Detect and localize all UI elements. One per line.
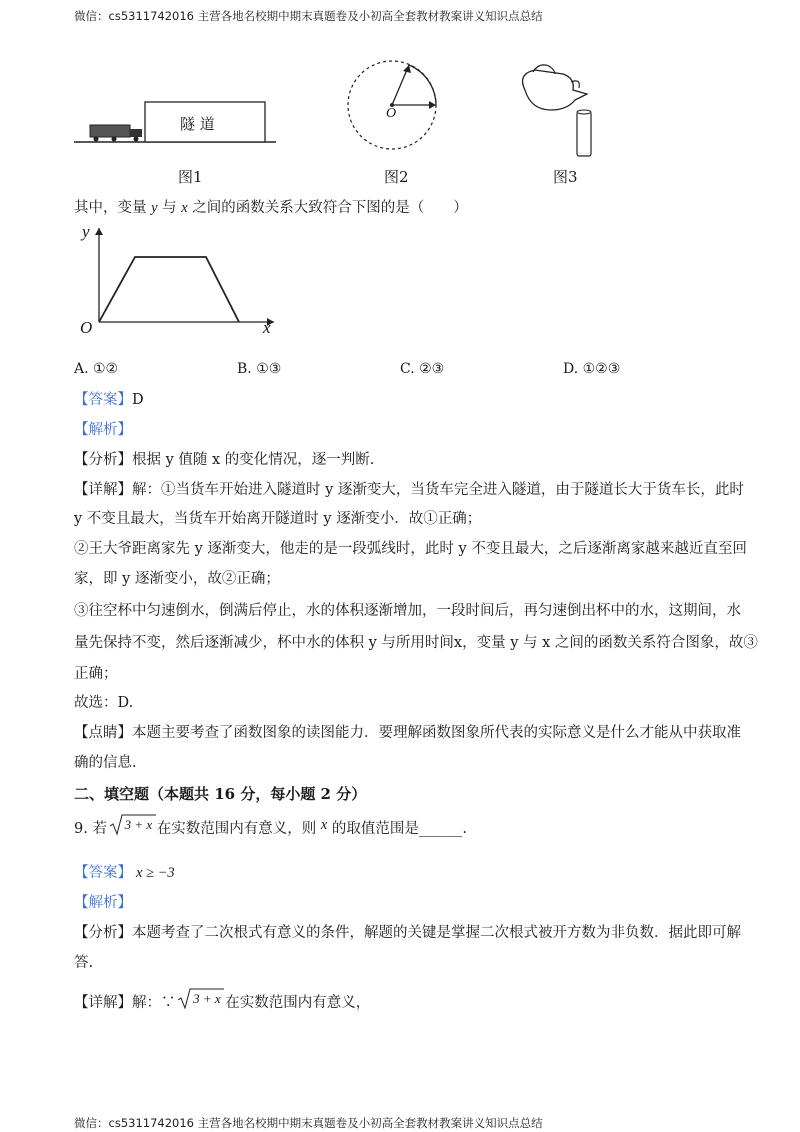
fenxi-2-text: 本题考查了二次根式有意义的条件，解题的关键是掌握二次根式被开方数为非负数．据此即可解 xyxy=(132,925,741,941)
var-y: y xyxy=(151,200,158,216)
detail-1-line-7: 正确； xyxy=(74,666,118,682)
question-prompt xyxy=(74,199,468,217)
analysis-1-tag: 【解析】 xyxy=(74,422,132,438)
section-2-title: 二、填空题（本题共 16 分，每小题 2 分） xyxy=(74,785,367,803)
answer-2 xyxy=(74,864,175,882)
prompt-part-1: 其中，变量 xyxy=(74,200,147,216)
detail-1-line-6: 量先保持不变，然后逐渐减少，杯中水的体积 y 与所用时间x，变量 y 与 x 之间的函数关系符合图象，故③ xyxy=(74,635,758,651)
answer-value: D xyxy=(132,392,144,408)
figure-2-center-label: O xyxy=(386,106,397,121)
prompt-part-3: 之间的函数关系大致符合下图的是（ ） xyxy=(192,200,468,216)
q9-var-x: x xyxy=(320,817,328,833)
detail-tag: 【详解】 xyxy=(74,482,132,498)
prompt-part-2: 与 xyxy=(162,200,177,216)
q9-middle: 在实数范围内有意义，则 xyxy=(156,821,317,837)
var-x: x xyxy=(181,200,188,216)
option-c: C. ②③ xyxy=(400,361,445,377)
option-a: A. ①② xyxy=(74,361,119,377)
page-footer: 微信：cs5311742016 主营各地名校期中期末真题卷及小初高全套教材教案讲义知识点总结 xyxy=(74,1116,543,1130)
detail-2-pre: 解：∵ xyxy=(132,995,176,1011)
q9-end: 的取值范围是______. xyxy=(331,821,467,837)
figure-1-tunnel xyxy=(70,95,280,150)
page-header: 微信：cs5311742016 主营各地名校期中期末真题卷及小初高全套教材教案讲义知识点总结 xyxy=(74,9,543,23)
detail-1-line-5: ③往空杯中匀速倒水，倒满后停止，水的体积逐渐增加，一段时间后，再匀速倒出杯中的水，这期间，水 xyxy=(74,603,741,619)
dianjing-line-1 xyxy=(74,724,741,742)
q9-radicand: 3 + x xyxy=(124,817,153,832)
question-9 xyxy=(74,817,467,838)
detail-text: 解：①当货车开始进入隧道时 y 逐渐变大，当货车完全进入隧道，由于隧道长大于货车长，此时 xyxy=(132,482,744,498)
fenxi-1 xyxy=(74,451,374,469)
detail-2-post: 在实数范围内有意义， xyxy=(225,995,371,1011)
fenxi-2-line-1 xyxy=(74,924,741,942)
detail-1-line-3: ②王大爷距离家先 y 逐渐变大，他走的是一段弧线时，此时 y 不变且最大，之后逐渐离家越来越近直至回 xyxy=(74,541,747,557)
figure-2-caption: 图2 xyxy=(384,168,409,186)
function-graph xyxy=(74,222,284,342)
dianjing-tag: 【点睛】 xyxy=(74,725,132,741)
detail-1-line-2: y 不变且最大，当货车开始离开隧道时 y 逐渐变小．故①正确； xyxy=(74,511,482,527)
tunnel-label: 隧 道 xyxy=(180,115,215,133)
detail-2-sqrt xyxy=(180,991,221,1012)
fenxi-text: 根据 y 值随 x 的变化情况，逐一判断. xyxy=(132,452,375,468)
option-b: B. ①③ xyxy=(237,361,282,377)
dianjing-line-2: 确的信息. xyxy=(74,755,137,771)
analysis-2-tag: 【解析】 xyxy=(74,895,132,911)
dianjing-text: 本题主要考查了函数图象的读图能力．要理解函数图象所代表的实际意义是什么才能从中获取准 xyxy=(132,725,741,741)
graph-y-label: y xyxy=(82,222,90,241)
answer-1 xyxy=(74,391,144,409)
graph-origin-label: O xyxy=(80,318,93,337)
detail-1-line-4: 家，即 y 逐渐变小，故②正确； xyxy=(74,571,280,587)
detail-2-tag: 【详解】 xyxy=(74,995,132,1011)
detail-1-line-8: 故选：D. xyxy=(74,695,134,711)
q9-number: 9. 若 xyxy=(74,821,107,837)
option-d: D. ①②③ xyxy=(563,361,621,377)
answer-2-tag: 【答案】 xyxy=(74,865,132,881)
answer-tag: 【答案】 xyxy=(74,392,132,408)
answer-2-value: x ≥ −3 xyxy=(136,865,175,881)
detail-2 xyxy=(74,991,371,1012)
detail-1-line-1 xyxy=(74,481,744,499)
figure-1-caption: 图1 xyxy=(178,168,203,186)
figure-3-caption: 图3 xyxy=(553,168,578,186)
figure-3-kettle-and-cup xyxy=(515,60,605,160)
fenxi-2-line-2: 答. xyxy=(74,955,94,971)
detail-2-radicand: 3 + x xyxy=(193,991,221,1006)
q9-sqrt xyxy=(112,817,153,838)
graph-x-label: x xyxy=(263,318,271,337)
figure-2-circle-path xyxy=(345,55,441,155)
fenxi-2-tag: 【分析】 xyxy=(74,925,132,941)
fenxi-tag: 【分析】 xyxy=(74,452,132,468)
